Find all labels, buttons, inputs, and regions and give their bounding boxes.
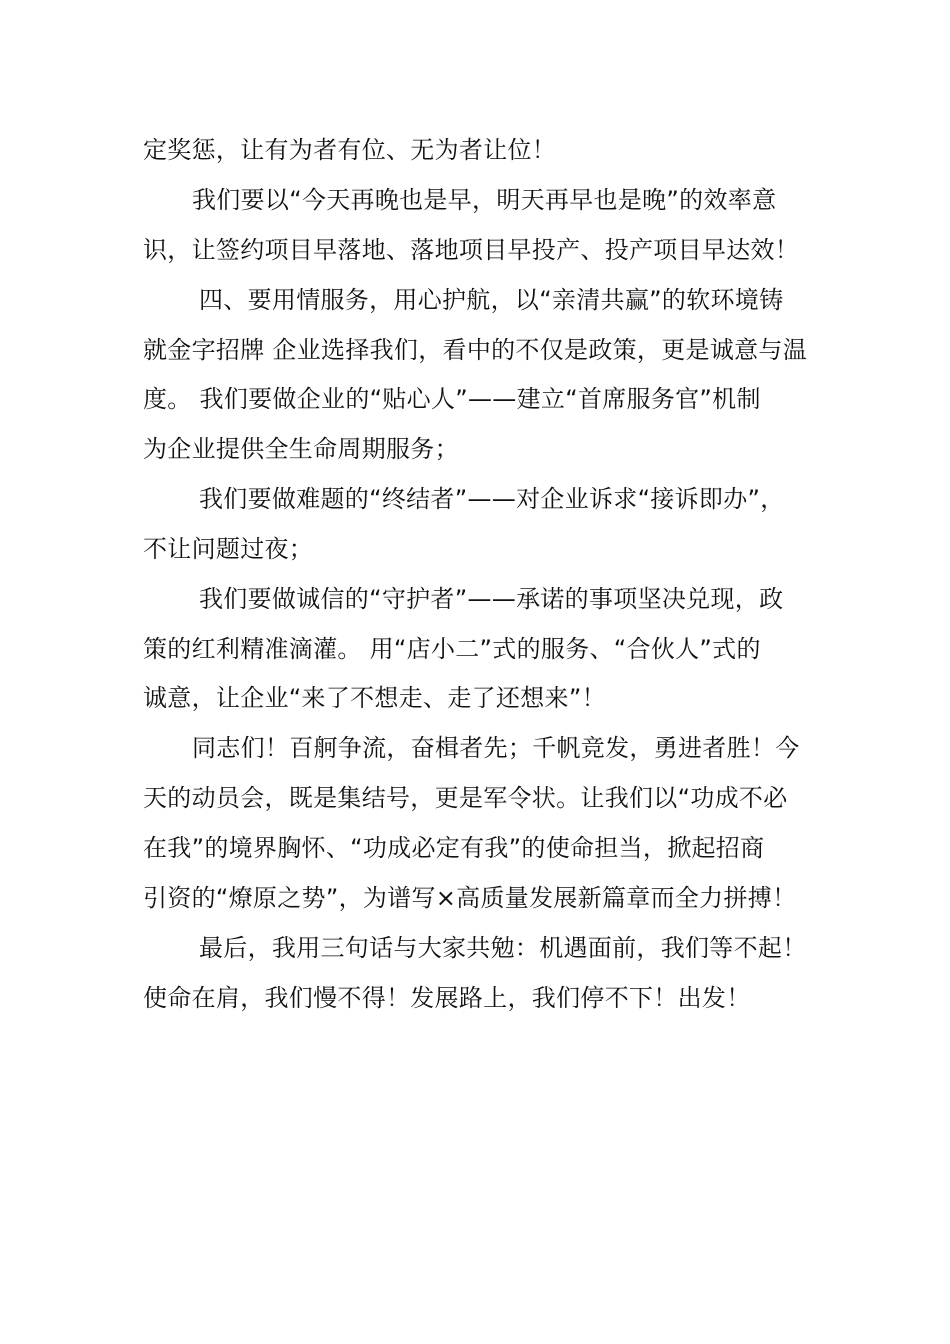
- text-line: 度。 我们要做企业的“贴心人”——建立“首席服务官”机制: [143, 385, 761, 413]
- text-line: 诚意，让企业“来了不想走、走了还想来”！: [143, 684, 606, 712]
- text-line: 为企业提供全生命周期服务；: [143, 435, 459, 463]
- text-line: 策的红利精准滴灌。 用“店小二”式的服务、“合伙人”式的: [143, 635, 761, 663]
- text-line: 天的动员会，既是集结号，更是军令状。让我们以“功成不必: [143, 784, 788, 812]
- text-line: 在我”的境界胸怀、“功成必定有我”的使命担当，掀起招商: [143, 834, 765, 862]
- text-line: 识，让签约项目早落地、落地项目早投产、投产项目早达效！: [143, 236, 800, 264]
- text-line: 我们要以“今天再晚也是早，明天再早也是晚”的效率意: [192, 186, 777, 214]
- text-line: 四、要用情服务，用心护航，以“亲清共赢”的软环境铸: [199, 286, 784, 314]
- text-line: 引资的“燎原之势”，为谱写×高质量发展新篇章而全力拼搏！: [143, 884, 797, 912]
- text-line: 最后，我用三句话与大家共勉：机遇面前，我们等不起！: [199, 934, 807, 962]
- text-line: 同志们！百舸争流，奋楫者先；千帆竞发，勇进者胜！今: [192, 734, 800, 762]
- text-line: 就金字招牌 企业选择我们，看中的不仅是政策，更是诚意与温: [143, 336, 808, 364]
- text-line: 我们要做难题的“终结者”——对企业诉求“接诉即办”，: [199, 485, 785, 513]
- text-line: 我们要做诚信的“守护者”——承诺的事项坚决兑现，政: [199, 585, 784, 613]
- text-line: 定奖惩，让有为者有位、无为者让位！: [143, 136, 557, 164]
- text-line: 使命在肩，我们慢不得！发展路上，我们停不下！出发！: [143, 984, 751, 1012]
- text-line: 不让问题过夜；: [143, 535, 314, 563]
